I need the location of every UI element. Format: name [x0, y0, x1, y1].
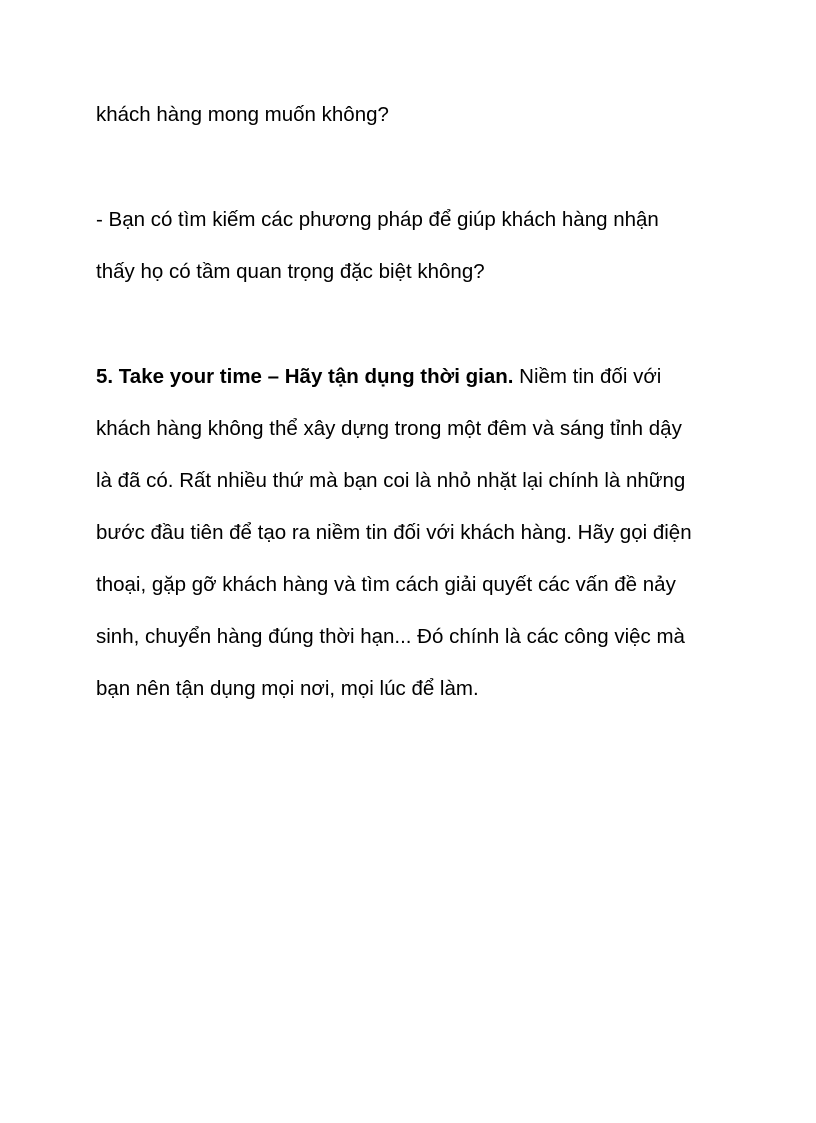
section-5-heading: 5. Take your time – Hãy tận dụng thời gian. [96, 365, 514, 388]
paragraph-text-line: khách hàng mong muốn không? [96, 103, 389, 126]
paragraph-text-line: thoại, gặp gỡ khách hàng và tìm cách giải quyết các vấn đề nảy [96, 573, 676, 596]
section-5-first-line [96, 365, 661, 389]
paragraph-text-line: bước đầu tiên để tạo ra niềm tin đối với khách hàng. Hãy gọi điện [96, 521, 692, 544]
paragraph-text-line: - Bạn có tìm kiếm các phương pháp để giúp khách hàng nhận [96, 208, 659, 231]
paragraph-text-line: thấy họ có tầm quan trọng đặc biệt không? [96, 260, 485, 283]
paragraph-text-line: khách hàng không thể xây dựng trong một đêm và sáng tỉnh dậy [96, 417, 682, 440]
paragraph-text-line: sinh, chuyển hàng đúng thời hạn... Đó chính là các công việc mà [96, 625, 685, 648]
section-5-text: Niềm tin đối với [513, 365, 662, 388]
paragraph-text-line: là đã có. Rất nhiều thứ mà bạn coi là nhỏ nhặt lại chính là những [96, 469, 686, 492]
paragraph-text-line: bạn nên tận dụng mọi nơi, mọi lúc để làm. [96, 677, 479, 700]
